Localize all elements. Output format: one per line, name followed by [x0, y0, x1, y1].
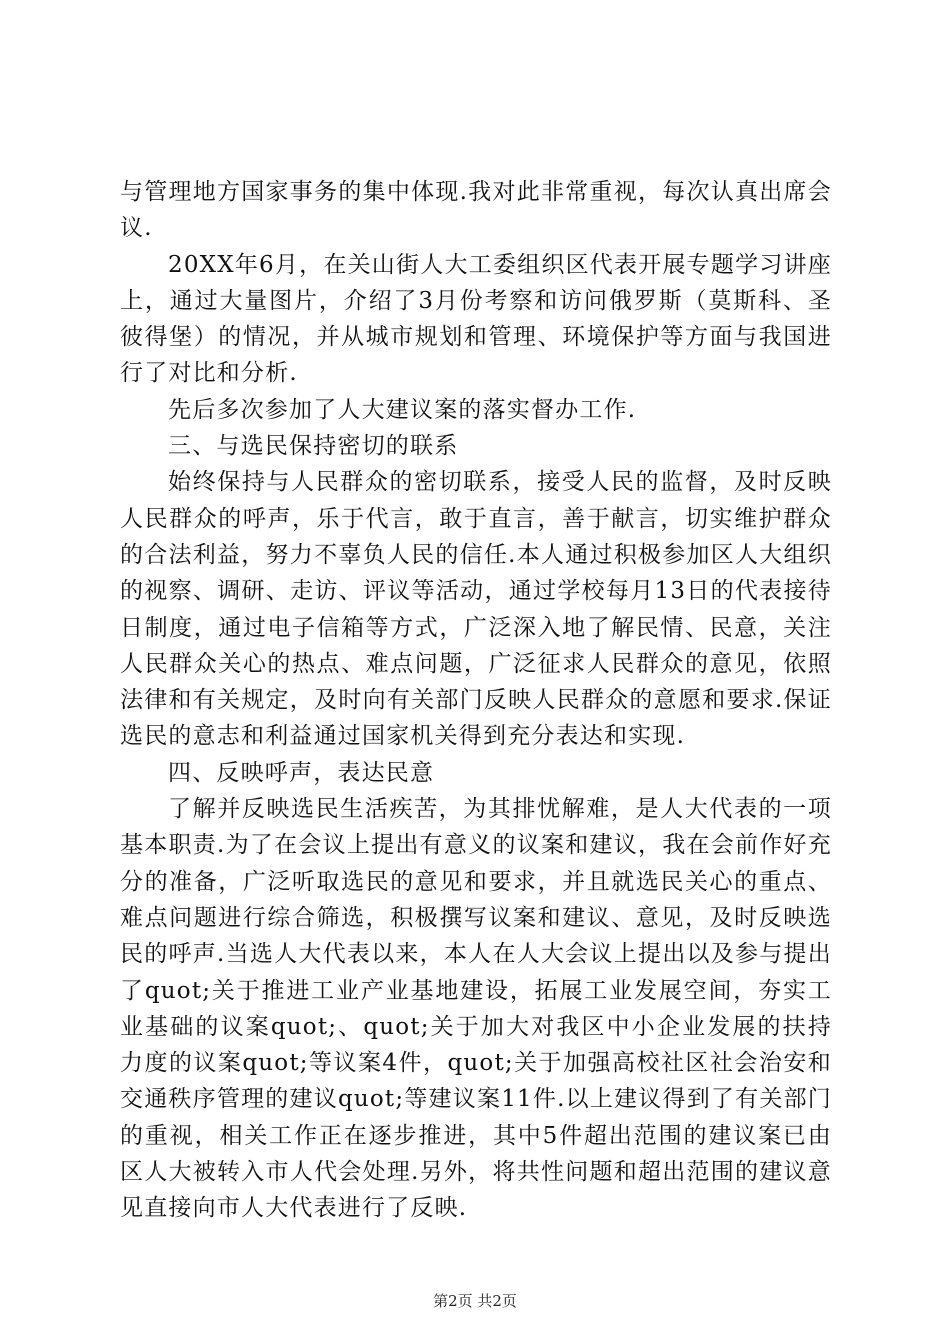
- paragraph-lecture: 20XX年6月，在关山街人大工委组织区代表开展专题学习讲座上，通过大量图片，介绍了3月份考察和访问俄罗斯（莫斯科、圣彼得堡）的情况，并从城市规划和管理、环境保护等方面与我国进行了对比和分析.: [120, 251, 832, 387]
- section-heading-contact-voters: 三、与选民保持密切的联系: [168, 433, 459, 460]
- paragraph-contact-voters: 始终保持与人民群众的密切联系，接受人民的监督，及时反映人民群众的呼声，乐于代言，敢于直言，善于献言，切实维护群众的合法利益，努力不辜负人民的信任.本人通过积极参加区人大组织的视察、调研、走访、评议等活动，通过学校每月13日的代表接待日制度，通过电子信箱等方式，广泛深入地了解民情、民意，关注人民群众关心的热点、难点问题，广泛征求人民群众的意见，依照法律和有关规定，及时向有关部门反映人民群众的意愿和要求.保证选民的意志和利益通过国家机关得到充分表达和实现.: [120, 469, 832, 750]
- paragraph-continuation: 与管理地方国家事务的集中体现.我对此非常重视，每次认真出席会议.: [120, 179, 832, 242]
- page-footer: 第2页 共2页: [433, 1292, 517, 1310]
- document-body: [120, 174, 832, 1227]
- section-heading-reflect-opinion: 四、反映呼声，表达民意: [168, 759, 435, 786]
- paragraph-supervision: 先后多次参加了人大建议案的落实督办工作.: [168, 396, 637, 423]
- paragraph-reflect-opinion: 了解并反映选民生活疾苦，为其排忧解难，是人大代表的一项基本职责.为了在会议上提出有意义的议案和建议，我在会前作好充分的准备，广泛听取选民的意见和要求，并且就选民关心的重点、难点问题进行综合筛选，积极撰写议案和建议、意见，及时反映选民的呼声.当选人大代表以来，本人在人大会议上提出以及参与提出了quot;关于推进工业产业基地建设，拓展工业发展空间，夯实工业基础的议案quot;、quot;关于加大对我区中小企业发展的扶持力度的议案quot;等议案4件，quot;关于加强高校社区社会治安和交通秩序管理的建议quot;等建议案11件.以上建议得到了有关部门的重视，相关工作正在逐步推进，其中5件超出范围的建议案已由区人大被转入市人代会处理.另外，将共性问题和超出范围的建议意见直接向市人大代表进行了反映.: [120, 796, 832, 1222]
